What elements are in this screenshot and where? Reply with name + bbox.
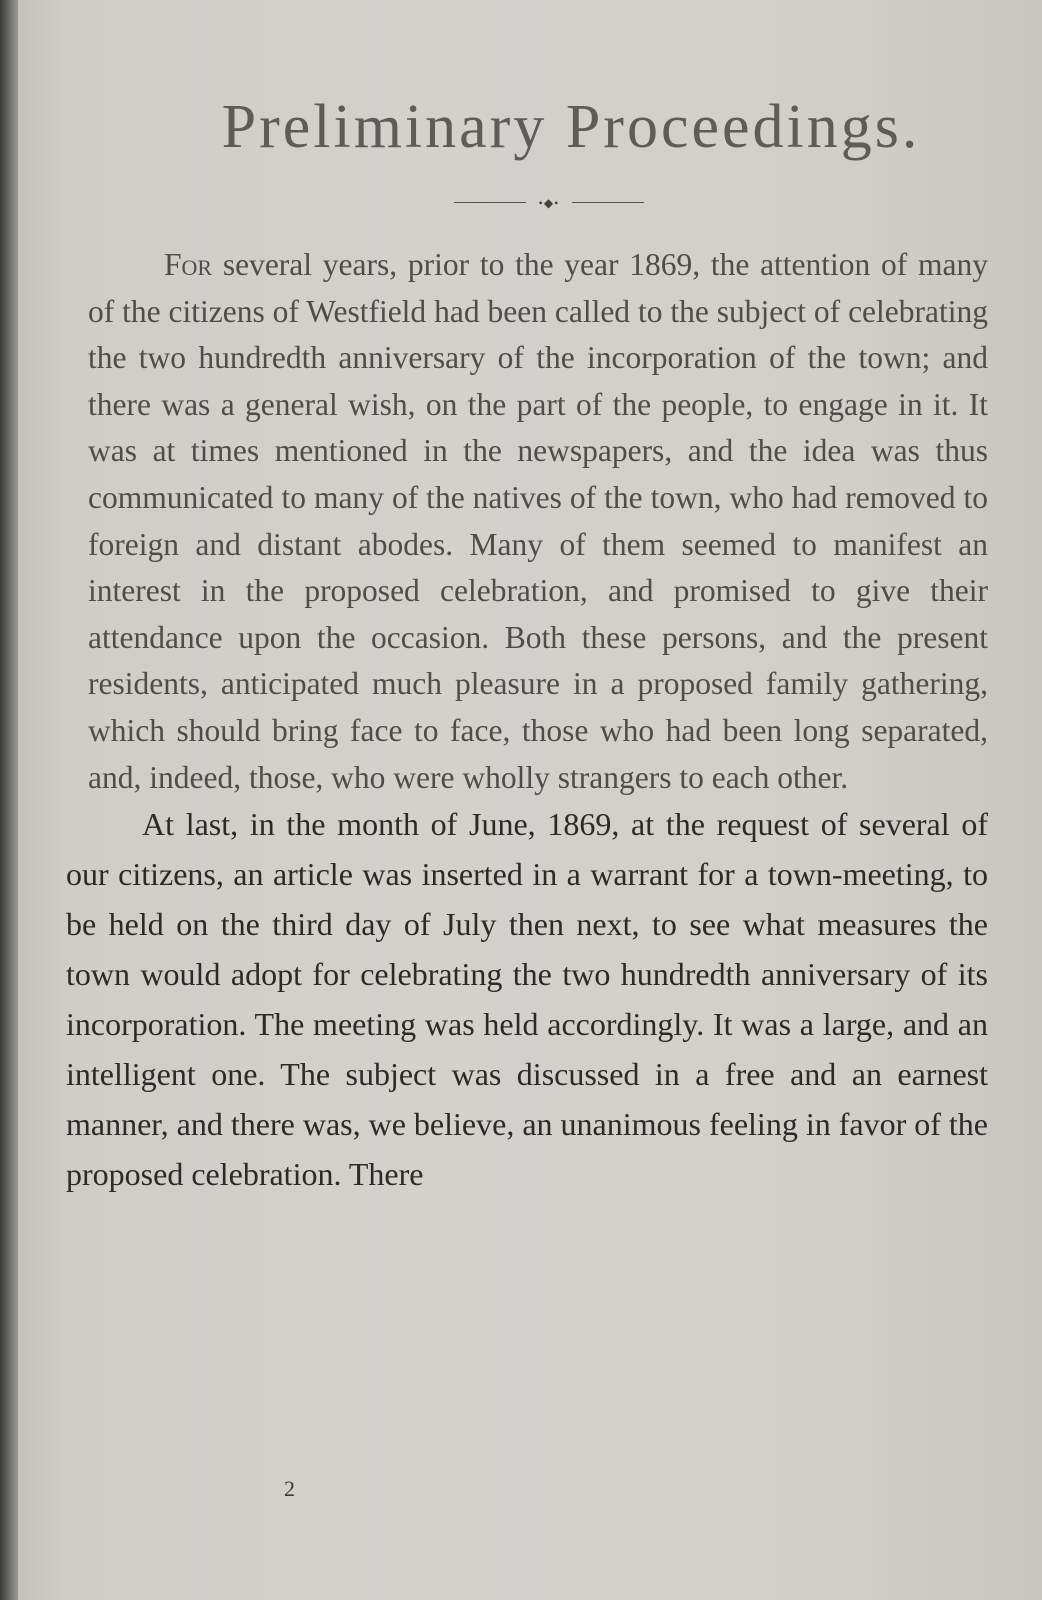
section-ornament: [454, 196, 644, 210]
body-text: [66, 242, 988, 1199]
page-number: 2: [284, 1476, 295, 1501]
paragraph-1-text: several years, prior to the year 1869, the attention of many of the citizens of Westfield had been called to the subject of celebrating the two hundredth anniversary of the incorporation of the town; and there was a general wish, on the part of the people, to engage in it. It was at times mentioned in the newspapers, and the idea was thus communicated to many of the natives of the town, who had removed to foreign and distant abodes. Many of them seemed to manifest an interest in the proposed celebration, and promised to give their attendance upon the occasion. Both these persons, and the present residents, anticipated much pleasure in a proposed family gathering, which should bring face to face, those who had been long separated, and, indeed, those, who were wholly strangers to each other.: [88, 247, 988, 795]
ornament-dots: •◆•: [538, 196, 560, 210]
ornament-rule-left: [454, 202, 526, 203]
paragraph-2: At last, in the month of June, 1869, at the request of several of our citizens, an article was inserted in a warrant for a town-meeting, to be held on the third day of July then next, to see what measures the town would adopt for celebrating the two hundredth anniversary of its incorporation. The meeting was held accordingly. It was a large, and an intelligent one. The subject was discussed in a free and an earnest manner, and there was, we believe, an unanimous feeling in favor of the proposed celebration. There: [66, 806, 988, 1193]
paragraph-1: [66, 242, 988, 801]
paragraph-1-lead: For: [164, 247, 213, 282]
ornament-rule-right: [572, 202, 644, 203]
book-binding-edge: [0, 0, 18, 1600]
page-title: Preliminary Proceedings.: [221, 93, 921, 161]
